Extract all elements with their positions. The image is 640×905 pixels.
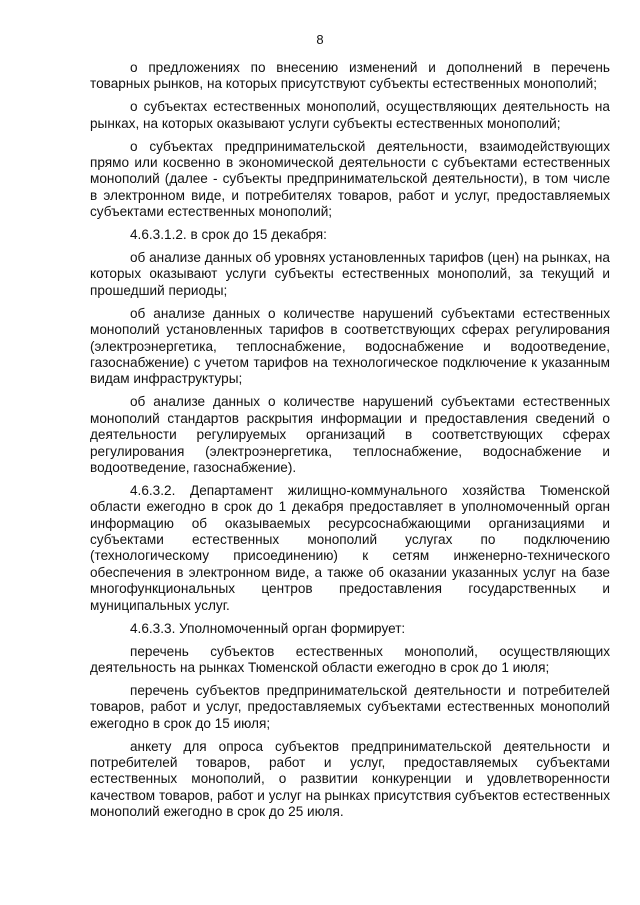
paragraph-9: 4.6.3.3. Уполномоченный орган формирует: bbox=[130, 620, 406, 636]
paragraph-1: о предложениях по внесению изменений и дополнений в перечень товарных рынков, на которых присутствуют субъекты естественных монополий; bbox=[90, 60, 610, 92]
paragraph-11: перечень субъектов предпринимательской деятельности и потребителей товаров, работ и услуг, предоставляемых субъектами естественных монополий ежегодно в срок до 15 июля; bbox=[90, 682, 610, 731]
paragraph-6: об анализе данных о количестве нарушений субъектами естественных монополий установленных тарифов в соответствующих сферах регулирования (электроэнергетика, теплоснабжение, водоснабжение и водоотведение, газоснабжение) с учетом тарифов на технологическое подключение к указанным видам инфраструктуры; bbox=[90, 305, 610, 387]
paragraph-2: о субъектах естественных монополий, осуществляющих деятельность на рынках, на которых оказывают услуги субъекты естественных монополий; bbox=[90, 99, 610, 131]
paragraph-8: 4.6.3.2. Департамент жилищно-коммунального хозяйства Тюменской области ежегодно в срок до 1 декабря предоставляет в уполномоченный орган информацию об оказываемых ресурсоснабжающими организациями и субъектами естественных монополий услугах по подключению (технологическому присоединению) к сетям инженерно-технического обеспечения в электронном виде, а также об оказании указанных услуг на базе многофункциональных центров предоставления государственных и муниципальных услуг. bbox=[90, 482, 610, 613]
paragraph-10: перечень субъектов естественных монополий, осуществляющих деятельность на рынках Тюменской области ежегодно в срок до 1 июля; bbox=[90, 643, 610, 675]
paragraph-7: об анализе данных о количестве нарушений субъектами естественных монополий стандартов раскрытия информации и предоставления сведений о деятельности регулируемых организаций в соответствующих сферах регулирования (электроэнергетика, теплоснабжение, водоснабжение и водоотведение, газоснабжение). bbox=[90, 394, 610, 475]
paragraph-4: 4.6.3.1.2. в срок до 15 декабря: bbox=[130, 227, 327, 243]
paragraph-3: о субъектах предпринимательской деятельности, взаимодействующих прямо или косвенно в экономической деятельности с субъектами естественных монополий (далее - субъекты предпринимательской деятельности), в том числе в электронном виде, и потребителях товаров, работ и услуг, предоставляемых субъектами естественных монополий; bbox=[90, 138, 610, 220]
document-body bbox=[90, 60, 610, 827]
paragraph-5: об анализе данных об уровнях установленных тарифов (цен) на рынках, на которых оказывают услуги субъекты естественных монополий, за текущий и прошедший периоды; bbox=[90, 250, 610, 298]
page-number: 8 bbox=[316, 32, 324, 47]
paragraph-12: анкету для опроса субъектов предпринимательской деятельности и потребителей товаров, работ и услуг, предоставляемых субъектами естественных монополий, о развитии конкуренции и удовлетворенности качеством товаров, работ и услуг на рынках присутствия субъектов естественных монополий ежегодно в срок до 25 июля. bbox=[90, 738, 610, 820]
